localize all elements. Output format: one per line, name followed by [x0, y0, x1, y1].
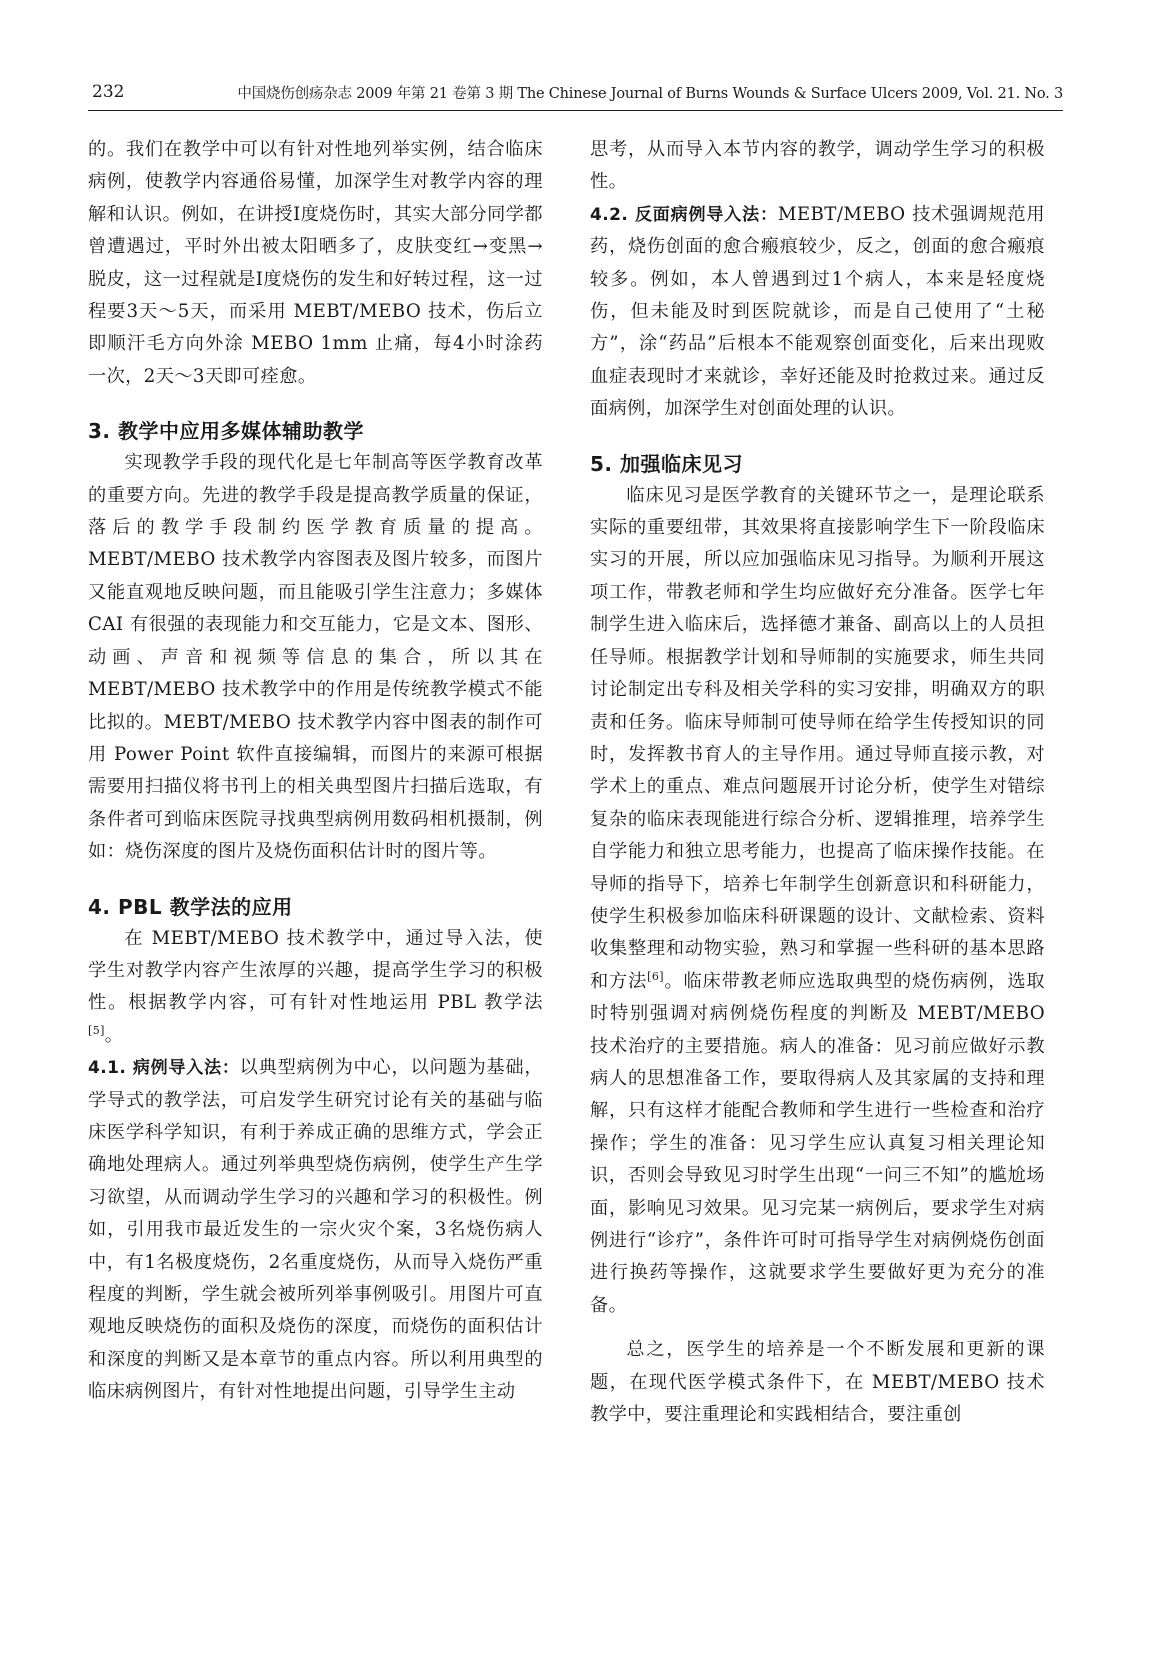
- page-header: [88, 80, 1063, 111]
- paragraph: [88, 1052, 543, 1408]
- section-heading-4: 4. PBL 教学法的应用: [88, 894, 293, 919]
- paragraph: [590, 199, 1045, 426]
- citation-ref: [6]: [647, 969, 664, 983]
- citation-ref: [5]: [88, 1023, 105, 1037]
- section-heading-3: 3. 教学中应用多媒体辅助教学: [88, 419, 364, 444]
- subsection-label-4-2: 4.2. 反面病例导入法：: [590, 204, 778, 225]
- running-head: 中国烧伤创疡杂志 2009 年第 21 卷第 3 期 The Chinese Journal of Burns Wounds & Surface Ulcers 2009, Vol. 21. No. 3: [237, 86, 1063, 102]
- paragraph-text: 在 MEBT/MEBO 技术教学中，通过导入法，使学生对教学内容产生浓厚的兴趣，提高学生学习的积极性。根据教学内容，可有针对性地运用 PBL 教学法: [88, 927, 543, 1014]
- section-heading-5: 5. 加强临床见习: [590, 451, 743, 476]
- page-number: 232: [92, 82, 125, 102]
- right-column: [590, 134, 1045, 1431]
- left-column: [88, 134, 543, 1409]
- paragraph-end: 。临床带教老师应选取典型的烧伤病例，选取时特别强调对病例烧伤程度的判断及 MEBT/MEBO 技术治疗的主要措施。病人的准备：见习前应做好示教病人的思想准备工作，要取得病人及其家属的支持和理解，只有这样才能配合教师和学生进行一些检查和治疗操作；学生的准备：见习学生应认真复习相关理论知识，否则会导致见习时学生出现“一问三不知”的尴尬场面，影响见习效果。见习完某一病例后，要求学生对病例进行“诊疗”，条件许可时可指导学生对病例烧伤创面进行换药等操作，这就要求学生要做好更为充分的准备。: [590, 970, 1045, 1316]
- subsection-label-4-1: 4.1. 病例导入法：: [88, 1058, 240, 1079]
- paragraph-end: 。: [104, 1024, 124, 1046]
- paragraph: 总之，医学生的培养是一个不断发展和更新的课题，在现代医学模式条件下，在 MEBT/MEBO 技术教学中，要注重理论和实践相结合，要注重创: [590, 1339, 1045, 1426]
- paragraph: 实现教学手段的现代化是七年制高等医学教育改革的重要方向。先进的教学手段是提高教学质量的保证，落后的教学手段制约医学教育质量的提高。MEBT/MEBO 技术教学内容图表及图片较多，而图片又能直观地反映问题，而且能吸引学生注意力；多媒体 CAI 有很强的表现能力和交互能力，它是文本、图形、动画、声音和视频等信息的集合，所以其在 MEBT/MEBO 技术教学中的作用是传统教学模式不能比拟的。MEBT/MEBO 技术教学内容中图表的制作可用 Power Point 软件直接编辑，而图片的来源可根据需要用扫描仪将书刊上的相关典型图片扫描后选取，有条件者可到临床医院寻找典型病例用数码相机摄制，例如：烧伤深度的图片及烧伤面积估计时的图片等。: [88, 452, 543, 863]
- paragraph: [590, 480, 1045, 1323]
- paragraph: 的。我们在教学中可以有针对性地列举实例，结合临床病例，使教学内容通俗易懂，加深学生对教学内容的理解和认识。例如，在讲授Ⅰ度烧伤时，其实大部分同学都曾遭遇过，平时外出被太阳晒多了，皮肤变红→变黑→脱皮，这一过程就是Ⅰ度烧伤的发生和好转过程，这一过程要3天～5天，而采用 MEBT/MEBO 技术，伤后立即顺汗毛方向外涂 MEBO 1mm 止痛，每4小时涂药一次，2天～3天即可痊愈。: [88, 139, 543, 387]
- paragraph-text: MEBT/MEBO 技术强调规范用药，烧伤创面的愈合瘢痕较少，反之，创面的愈合瘢痕较多。例如，本人曾遇到过1个病人，本来是轻度烧伤，但未能及时到医院就诊，而是自己使用了“土秘方”，涂“药品”后根本不能观察创面变化，后来出现败血症表现时才来就诊，幸好还能及时抢救过来。通过反面病例，加深学生对创面处理的认识。: [590, 203, 1045, 420]
- paragraph: [88, 923, 543, 1053]
- paragraph-text: 临床见习是医学教育的关键环节之一，是理论联系实际的重要纽带，其效果将直接影响学生下一阶段临床实习的开展，所以应加强临床见习指导。为顺利开展这项工作，带教老师和学生均应做好充分准备。医学七年制学生进入临床后，选择德才兼备、副高以上的人员担任导师。根据教学计划和导师制的实施要求，师生共同讨论制定出专科及相关学科的实习安排，明确双方的职责和任务。临床导师制可使导师在给学生传授知识的同时，发挥教书育人的主导作用。通过导师直接示教，对学术上的重点、难点问题展开讨论分析，使学生对错综复杂的临床表现能进行综合分析、逻辑推理，培养学生自学能力和独立思考能力，也提高了临床操作技能。在导师的指导下，培养七年制学生创新意识和科研能力，使学生积极参加临床科研课题的设计、文献检索、资料收集整理和动物实验，熟习和掌握一些科研的基本思路和方法: [590, 484, 1045, 992]
- paragraph-text: 以典型病例为中心，以问题为基础，学导式的教学法，可启发学生研究讨论有关的基础与临床医学科学知识，有利于养成正确的思维方式，学会正确地处理病人。通过列举典型烧伤病例，使学生产生学习欲望，从而调动学生学习的兴趣和学习的积极性。例如，引用我市最近发生的一宗火灾个案，3名烧伤病人中，有1名极度烧伤，2名重度烧伤，从而导入烧伤严重程度的判断，学生就会被所列举事例吸引。用图片可直观地反映烧伤的面积及烧伤的深度，而烧伤的面积估计和深度的判断又是本章节的重点内容。所以利用典型的临床病例图片，有针对性地提出问题，引导学生主动: [88, 1057, 543, 1403]
- paragraph: 思考，从而导入本节内容的教学，调动学生学习的积极性。: [590, 139, 1045, 193]
